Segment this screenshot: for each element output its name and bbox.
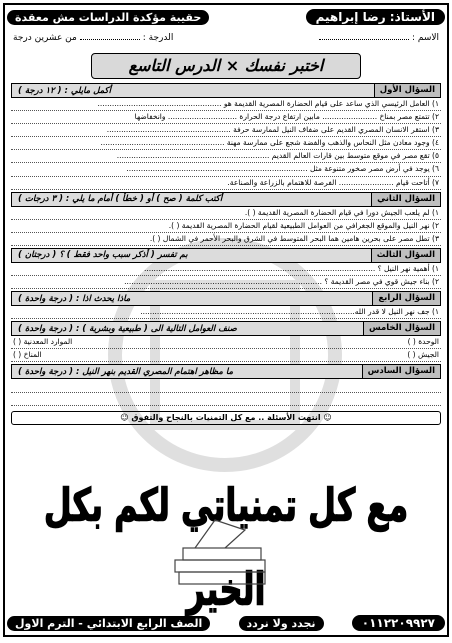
grade-label: الدرجة :: [142, 33, 174, 43]
worksheet-page: [3, 3, 449, 637]
classification-row: [11, 349, 441, 362]
question-item: ٥) تقع مصر في موقع متوسط بين قارات العالم القديم ................................................................: [11, 150, 441, 163]
question-item: ١) لم يلعب الجيش دورا في قيام الحضارة المصرية القديمة ( ).: [11, 207, 441, 220]
section-instruction: ما مظاهر اهتمام المصري القديم بنهر النيل : ( درجة واحدة ): [18, 366, 234, 377]
phone-badge: ٠١١٢٢٠٩٩٢٧: [352, 615, 445, 631]
section-header-4: [11, 291, 441, 306]
section-instruction: أكمل مايلي : ( ١٢ درجة ): [18, 85, 111, 96]
section-header-5: [11, 321, 441, 336]
section-header-2: [11, 192, 441, 207]
section-name: السؤال الخامس: [363, 322, 440, 335]
section-instruction: ماذا يحدث اذا : ( درجة واحدة ): [18, 293, 131, 304]
section-instruction: صنف العوامل التالية الى ( طبيعية وبشرية ) : ( درجة واحدة ): [18, 323, 237, 334]
best-wishes-banner: مع كل تمنياتي لكم بكل الخير: [43, 478, 409, 616]
classification-item: الجيش ( ): [407, 350, 439, 360]
question-item: ٣) استقر الانسان المصري القديم على ضفاف النيل لممارسة حرفة ....................................................: [11, 124, 441, 137]
section-name: السؤال الأول: [374, 84, 440, 97]
closing-message: ☺ انتهت الأسئلة .. مع كل التمنيات بالنجاح والتفوق ☺: [11, 411, 441, 425]
section-name: السؤال الرابع: [372, 292, 440, 305]
name-label: الاسم :: [411, 33, 439, 43]
student-info-row: [13, 33, 439, 49]
section-header-6: [11, 364, 441, 379]
section-instruction: بم تفسر ( أذكر سبب واحد فقط ) ؟ ( درجتان ): [18, 250, 188, 261]
header-bar: [7, 7, 445, 27]
question-item: ٢) بناء جيش قوي في مصر القديمة ؟ ...................................................................................: [11, 276, 441, 289]
teacher-badge: الأستاذ: رضا إبراهيم: [306, 9, 445, 25]
classification-item: المناخ ( ): [13, 350, 42, 360]
section-instruction: أكتب كلمة ( صح ) أو ( خطأ ) أمام ما يلي : ( ٣ درجات ): [18, 194, 223, 205]
question-item: ٦) يوجد في أرض مصر صخور متنوعة مثل ............................................................................: [11, 163, 441, 176]
question-item: ١) جف نهر النيل لا قدر الله..........................................................................................: [11, 306, 441, 319]
section-header-3: [11, 248, 441, 263]
grade-blank: [80, 39, 140, 40]
classification-item: الموارد المعدنية ( ): [13, 337, 73, 347]
question-item: ٢) تتمتع مصر بمناخ ....................... مابين ارتفاع درجة الحرارة ............................. وانخفاضها: [11, 111, 441, 124]
question-item: ٣) تطل مصر على بحرين هامين هما البحر المتوسط في الشرق والبحر الأحمر في الشمال ( ).: [11, 233, 441, 246]
question-item: ٢) نهر النيل والموقع الجغرافي من العوامل الطبيعية لقيام الحضارة المصرية القديمة ( ).: [11, 220, 441, 233]
worksheet-title: اختبر نفسك × الدرس التاسع: [91, 53, 361, 79]
section-name: السؤال السادس: [362, 365, 440, 378]
grade-field[interactable]: [13, 33, 173, 49]
classification-row: [11, 336, 441, 349]
grade-level-badge: الصف الرابع الابتدائي - الترم الاول: [7, 616, 210, 631]
grade-out-of: من عشرين درجة: [13, 33, 77, 43]
name-field[interactable]: [319, 33, 439, 49]
questions-area: [11, 81, 441, 425]
name-blank: [319, 39, 409, 40]
section-name: السؤال الثالث: [371, 249, 440, 262]
bag-slogan-badge: حقيبة مؤكدة الدراسات مش معقدة: [7, 10, 209, 25]
answer-line: [11, 393, 441, 406]
answer-line: [11, 379, 441, 392]
books-illustration: [155, 510, 285, 590]
slogan-badge: نجدد ولا نردد: [239, 616, 324, 631]
section-name: السؤال الثاني: [371, 193, 440, 206]
classification-item: الوحدة ( ): [407, 337, 439, 347]
question-item: ١) العامل الرئيسي الذي ساعد على قيام الحضارة المصرية القديمة هو ....................................................: [11, 98, 441, 111]
footer-bar: [7, 614, 445, 632]
question-item: ٤) وجود معادن مثل النحاس والذهب والفضة شجع على ممارسة مهنة ....................................................: [11, 137, 441, 150]
section-header-1: [11, 83, 441, 98]
question-item: ٧) أتاحت قيام ....................... الفرصة للاهتمام بالزراعة والصناعة.: [11, 177, 441, 190]
question-item: ١) أهمية نهر النيل ؟ .................................................................................................: [11, 263, 441, 276]
